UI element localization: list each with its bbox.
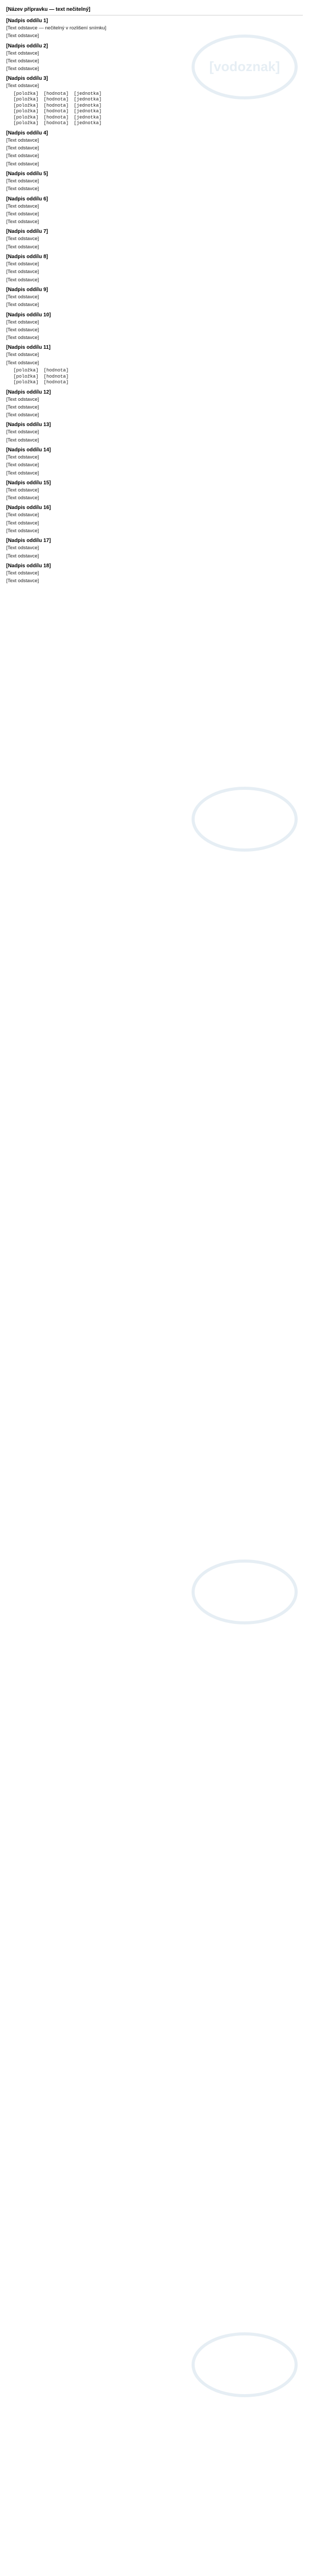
table-cell: [hodnota] bbox=[43, 114, 69, 120]
table-cell: [hodnota] bbox=[43, 103, 69, 108]
table-cell: [položka] bbox=[13, 109, 39, 114]
table-cell: [hodnota] bbox=[43, 109, 69, 114]
section-heading: [Nadpis oddílu 1] bbox=[6, 18, 48, 24]
paragraph: [Text odstavce] bbox=[6, 470, 39, 476]
section-heading: [Nadpis oddílu 8] bbox=[6, 254, 48, 260]
table-row bbox=[13, 103, 107, 109]
document-body bbox=[6, 6, 303, 585]
paragraph: [Text odstavce] bbox=[6, 335, 39, 341]
table-cell: [hodnota] bbox=[43, 91, 69, 96]
table-cell: [položka] bbox=[13, 121, 39, 126]
data-table bbox=[13, 91, 107, 127]
paragraph: [Text odstavce] bbox=[6, 319, 39, 325]
paragraph: [Text odstavce] bbox=[6, 244, 39, 250]
table-cell: [hodnota] bbox=[43, 368, 69, 374]
table-row bbox=[13, 91, 107, 97]
paragraph: [Text odstavce] bbox=[6, 360, 39, 366]
paragraph: [Text odstavce] bbox=[6, 153, 39, 159]
paragraph: [Text odstavce] bbox=[6, 528, 39, 534]
table-cell: [položka] bbox=[13, 374, 39, 379]
table-cell: [jednotka] bbox=[74, 109, 102, 114]
section-heading: [Nadpis oddílu 7] bbox=[6, 229, 48, 235]
section-heading: [Nadpis oddílu 17] bbox=[6, 538, 51, 544]
table-row bbox=[13, 97, 107, 103]
table-cell: [hodnota] bbox=[43, 374, 69, 379]
paragraph: [Text odstavce] bbox=[6, 58, 39, 64]
watermark-text: [vodoznak] bbox=[209, 59, 280, 74]
paragraph: [Text odstavce] bbox=[6, 50, 39, 56]
paragraph: [Text odstavce] bbox=[6, 145, 39, 151]
paragraph: [Text odstavce] bbox=[6, 33, 39, 39]
table-cell: [jednotka] bbox=[74, 103, 102, 108]
table-cell: [položka] bbox=[13, 114, 39, 120]
section-heading: [Nadpis oddílu 9] bbox=[6, 286, 48, 293]
paragraph: [Text odstavce] bbox=[6, 186, 39, 192]
paragraph: [Text odstavce] bbox=[6, 487, 39, 493]
section-heading: [Nadpis oddílu 16] bbox=[6, 505, 51, 511]
paragraph: [Text odstavce] bbox=[6, 454, 39, 460]
table-cell: [položka] bbox=[13, 368, 39, 374]
paragraph: [Text odstavce — nečitelný v rozlišení snímku] bbox=[6, 25, 107, 31]
table-cell: [položka] bbox=[13, 103, 39, 108]
watermark-logo bbox=[185, 2318, 304, 2411]
section-heading: [Nadpis oddílu 2] bbox=[6, 43, 48, 49]
document-section bbox=[6, 344, 303, 385]
table-cell: [hodnota] bbox=[43, 97, 69, 103]
paragraph: [Text odstavce] bbox=[6, 269, 39, 275]
document-section bbox=[6, 130, 303, 167]
document-section bbox=[6, 75, 303, 126]
section-list bbox=[6, 18, 303, 585]
document-section bbox=[6, 253, 303, 283]
document-section bbox=[6, 18, 303, 40]
paragraph: [Text odstavce] bbox=[6, 578, 39, 584]
paragraph: [Text odstavce] bbox=[6, 83, 39, 89]
paragraph: [Text odstavce] bbox=[6, 396, 39, 402]
document-section bbox=[6, 480, 303, 502]
table-row bbox=[13, 115, 107, 121]
paragraph: [Text odstavce] bbox=[6, 553, 39, 559]
table-cell: [položka] bbox=[13, 380, 39, 385]
table-cell: [jednotka] bbox=[74, 97, 102, 103]
document-section bbox=[6, 286, 303, 309]
section-heading: [Nadpis oddílu 12] bbox=[6, 389, 51, 395]
document-section bbox=[6, 312, 303, 342]
paragraph: [Text odstavce] bbox=[6, 412, 39, 418]
table-row bbox=[13, 380, 74, 386]
document-section bbox=[6, 504, 303, 534]
data-table bbox=[13, 368, 74, 386]
section-heading: [Nadpis oddílu 13] bbox=[6, 422, 51, 428]
paragraph: [Text odstavce] bbox=[6, 520, 39, 526]
section-heading: [Nadpis oddílu 18] bbox=[6, 563, 51, 569]
watermark-logo bbox=[185, 773, 304, 866]
table-cell: [položka] bbox=[13, 97, 39, 103]
table-cell: [položka] bbox=[13, 91, 39, 96]
paragraph: [Text odstavce] bbox=[6, 352, 39, 358]
section-heading: [Nadpis oddílu 14] bbox=[6, 447, 51, 453]
paragraph: [Text odstavce] bbox=[6, 261, 39, 267]
paragraph: [Text odstavce] bbox=[6, 219, 39, 225]
paragraph: [Text odstavce] bbox=[6, 294, 39, 300]
table-cell: [hodnota] bbox=[43, 380, 69, 385]
watermark-logo bbox=[185, 1546, 304, 1638]
table-cell: [jednotka] bbox=[74, 114, 102, 120]
table-row bbox=[13, 121, 107, 127]
document-section bbox=[6, 228, 303, 250]
paragraph: [Text odstavce] bbox=[6, 277, 39, 283]
table-row bbox=[13, 368, 74, 374]
section-heading: [Nadpis oddílu 3] bbox=[6, 76, 48, 82]
document-section bbox=[6, 389, 303, 419]
table-cell: [jednotka] bbox=[74, 91, 102, 96]
paragraph: [Text odstavce] bbox=[6, 437, 39, 443]
paragraph: [Text odstavce] bbox=[6, 137, 39, 143]
section-heading: [Nadpis oddílu 10] bbox=[6, 312, 51, 318]
document-section bbox=[6, 43, 303, 73]
document-section bbox=[6, 563, 303, 585]
document-section bbox=[6, 447, 303, 477]
section-heading: [Nadpis oddílu 11] bbox=[6, 345, 51, 351]
document-section bbox=[6, 421, 303, 444]
paragraph: [Text odstavce] bbox=[6, 327, 39, 333]
paragraph: [Text odstavce] bbox=[6, 211, 39, 217]
paragraph: [Text odstavce] bbox=[6, 512, 39, 518]
table-cell: [hodnota] bbox=[43, 121, 69, 126]
paragraph: [Text odstavce] bbox=[6, 495, 39, 501]
paragraph: [Text odstavce] bbox=[6, 570, 39, 576]
paragraph: [Text odstavce] bbox=[6, 545, 39, 551]
section-heading: [Nadpis oddílu 5] bbox=[6, 171, 48, 177]
paragraph: [Text odstavce] bbox=[6, 462, 39, 468]
paragraph: [Text odstavce] bbox=[6, 302, 39, 308]
paragraph: [Text odstavce] bbox=[6, 178, 39, 184]
paragraph: [Text odstavce] bbox=[6, 236, 39, 242]
table-row bbox=[13, 109, 107, 115]
table-cell: [jednotka] bbox=[74, 121, 102, 126]
paragraph: [Text odstavce] bbox=[6, 429, 39, 435]
document-section bbox=[6, 196, 303, 226]
section-heading: [Nadpis oddílu 6] bbox=[6, 196, 48, 202]
section-heading: [Nadpis oddílu 4] bbox=[6, 130, 48, 136]
document-section bbox=[6, 537, 303, 560]
section-heading: [Nadpis oddílu 15] bbox=[6, 480, 51, 486]
document-section bbox=[6, 171, 303, 193]
paragraph: [Text odstavce] bbox=[6, 203, 39, 209]
document-title: [Název přípravku — text nečitelný] bbox=[6, 7, 91, 12]
paragraph: [Text odstavce] bbox=[6, 404, 39, 410]
paragraph: [Text odstavce] bbox=[6, 161, 39, 167]
table-row bbox=[13, 374, 74, 380]
paragraph: [Text odstavce] bbox=[6, 66, 39, 72]
